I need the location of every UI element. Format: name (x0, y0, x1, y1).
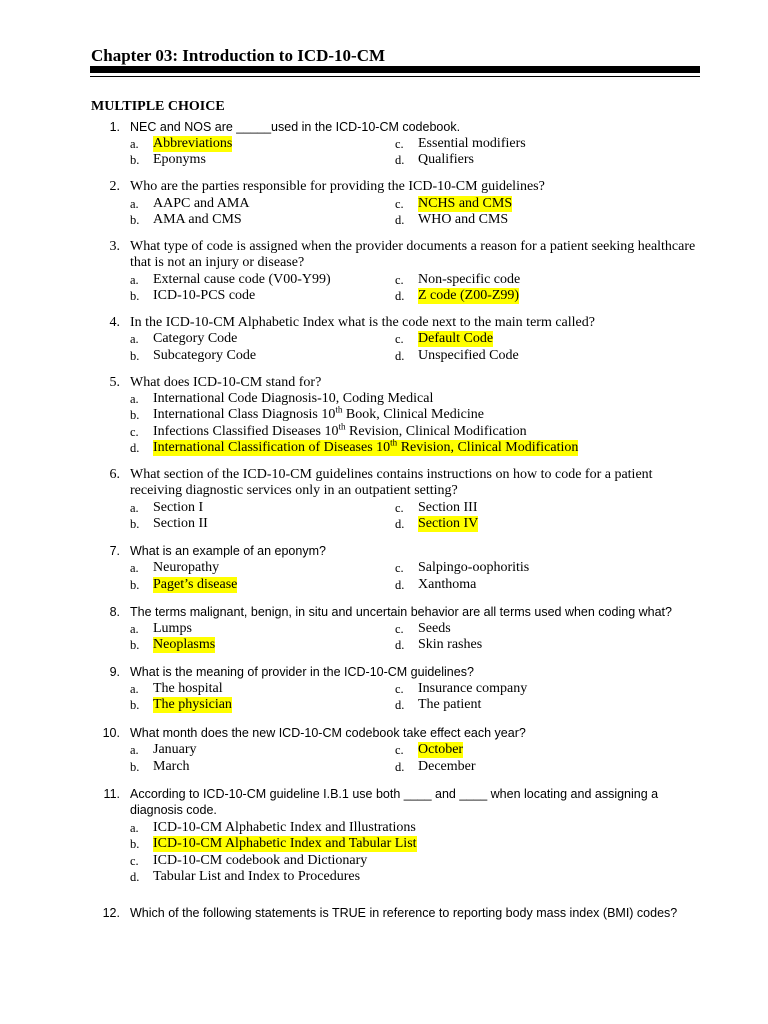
question-text: In the ICD-10-CM Alphabetic Index what is the code next to the main term called? (130, 315, 595, 330)
option-answer: ICD-10-CM Alphabetic Index and Tabular List (153, 836, 417, 851)
option-answer: Paget’s disease (153, 577, 238, 592)
option-answer: Neoplasms (153, 637, 216, 652)
question-text: The terms malignant, benign, in situ and uncertain behavior are all terms used when coding what? (130, 605, 672, 619)
question-number: 2. (109, 179, 120, 194)
option-answer: The physician (153, 697, 232, 712)
option-answer: Section IV (418, 516, 479, 531)
question-text: Which of the following statements is TRUE in reference to reporting body mass index (BMI) codes? (130, 906, 678, 920)
option-answer: Default Code (418, 331, 494, 346)
question-number: 8. (109, 605, 120, 619)
question-text: What is the meaning of provider in the ICD-10-CM guidelines? (130, 665, 474, 679)
question-text: What does ICD-10-CM stand for? (130, 375, 322, 390)
option-answer: October (418, 742, 464, 757)
question-number: 12. (102, 906, 120, 920)
option-answer: Z code (Z00-Z99) (418, 288, 520, 303)
question-text: Who are the parties responsible for providing the ICD-10-CM guidelines? (130, 179, 545, 194)
question-number: 4. (109, 315, 120, 330)
question-number: 10. (102, 726, 120, 740)
question-number: 11. (103, 787, 120, 801)
question-text: According to ICD-10-CM guideline I.B.1 use both ____ and ____ when locating and assigning a diagnosis code. (130, 787, 659, 817)
question-text: What is an example of an eponym? (130, 544, 326, 558)
option-answer: NCHS and CMS (418, 196, 513, 211)
section-heading: MULTIPLE CHOICE (91, 99, 225, 114)
question-text: What month does the new ICD-10-CM codebook take effect each year? (130, 726, 526, 740)
question-number: 9. (109, 665, 120, 679)
option-answer: Abbreviations (153, 136, 233, 151)
question-number: 7. (109, 544, 120, 558)
question-text: NEC and NOS are _____used in the ICD-10-CM codebook. (130, 120, 461, 134)
chapter-title: Chapter 03: Introduction to ICD-10-CM (91, 46, 386, 65)
option-answer: International Classification of Diseases 10th Revision, Clinical Modification (153, 437, 579, 455)
question-number: 1. (109, 120, 120, 134)
question-text: What section of the ICD-10-CM guidelines contains instructions on how to code for a patient receiving diagnostic services only in an outpatient setting? (130, 467, 653, 498)
document-page: Chapter 03: Introduction to ICD-10-CM MULTIPLE CHOICE 1. NEC and NOS are _____used in the ICD-10-CM codebook. a. Abbreviations b. Eponyms c. Essential modifiers d. Qualifiers 2. Who are the parties responsible for providing the ICD-10-CM guidelines? a. AAPC and AMA b. AMA and CMS c. NCHS and CMS d. WHO and CMS 3. What type of code is assigned when the provider documents a reason for a patient seeking healthcare that is not an injury or disease? a. External cause code (V00-Y99) b. ICD-10-PCS code c. Non-specific code d. Z code (Z00-Z99) 4. In the ICD-10-CM Alphabetic Index what is the code next to the main term called? a. Category Code b. Subcategory Code c. Default Code d. Unspecified Code 5. What does ICD-10-CM stand for? a. International Code Diagnosis-10, Coding Medical b. International Class Diagnosis 10th Book, Clinical Medicine c. Infections Classified Diseases 10th Revision, Clinical Modification d. International Classification of Diseases 10th Revision, Clinical Modification 6. What section of the ICD-10-CM guidelines contains instructions on how to code for a patient receiving diagnostic services only in an outpatient setting? a. Section I b. Section II c. Section III d. Section IV 7. What is an example of an eponym? a. Neuropathy b. Paget’s disease c. Salpingo-oophoritis d. Xanthoma 8. The terms malignant, benign, in situ and uncertain behavior are all terms used when coding what? a. Lumps b. Neoplasms c. Seeds d. Skin rashes 9. What is the meaning of provider in the ICD-10-CM guidelines? a. The hospital b. The physician c. Insurance company d. The patient 10. What month does the new ICD-10-CM codebook take effect each year? a. January b. March c. October d. December 11. According to ICD-10-CM guideline I.B.1 use both ____ and ____ when locating and assigning a diagnosis code. a. ICD-10-CM Alphabetic Index and Illustrations b. ICD-10-CM Alphabetic Index and Tabular List c. ICD-10-CM codebook and Dictionary d. Tabular List and Index to Procedures 12. Which of the following statements is TRUE in reference to reporting body mass index (BMI) codes? (0, 0, 768, 1024)
question-text: What type of code is assigned when the provider documents a reason for a patient seeking healthcare that is not an injury or disease? (130, 239, 696, 270)
question-number: 5. (109, 375, 120, 390)
question-number: 3. (109, 239, 120, 254)
title-rule-thick (90, 66, 700, 73)
title-rule-thin (90, 76, 700, 77)
question-number: 6. (109, 467, 120, 482)
